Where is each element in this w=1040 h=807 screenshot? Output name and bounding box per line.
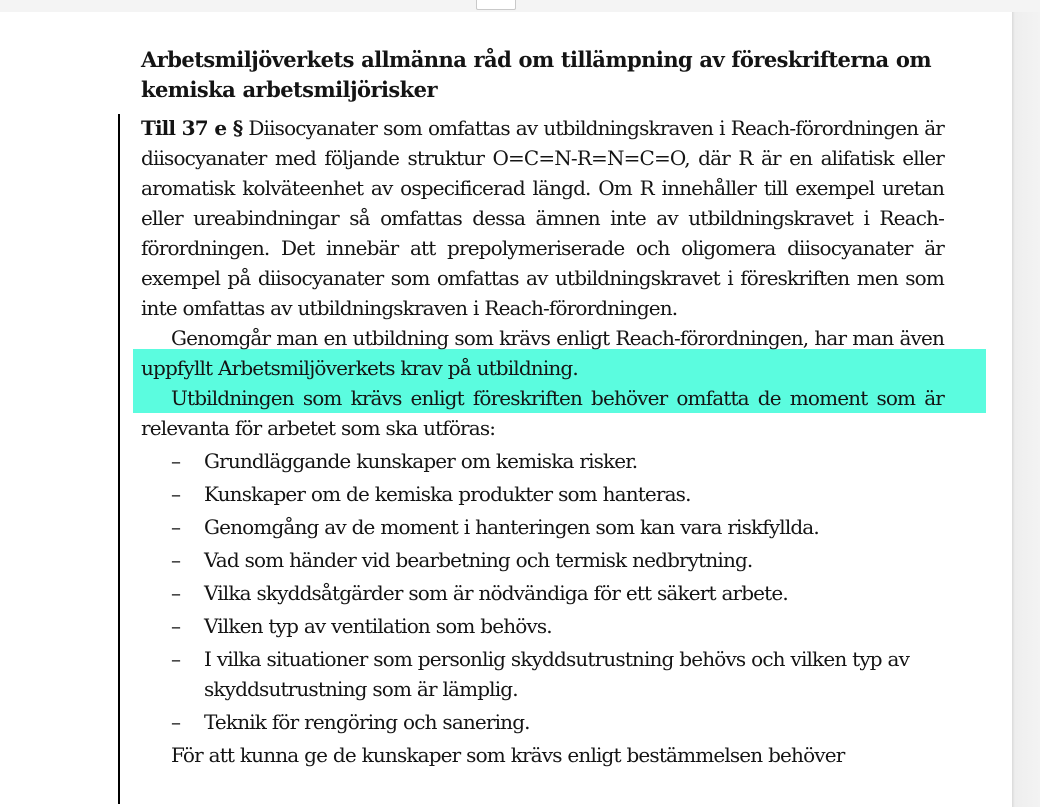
viewer-scroll-gutter[interactable] [1012,12,1040,807]
list-item: – Vilken typ av ventilation som behövs. [141,611,944,641]
paragraph-intro [141,113,944,323]
list-item: – Vad som händer vid bearbetning och termisk nedbrytning. [141,545,944,575]
page-number-input[interactable] [476,0,516,10]
list-dash: – [171,482,181,506]
section-heading: Arbetsmiljöverkets allmänna råd om tillämpning av föreskrifterna om kemiska arbetsmiljörisker [141,47,931,102]
list-item: – Kunskaper om de kemiska produkter som hanteras. [141,479,944,509]
paragraph-intro-text: Diisocyanater som omfattas av utbildningskraven i Reach-förordningen är diisocyanater med följande struktur O=C=N-R=N=C=O, där R är en alifatisk eller aromatisk kolväteenhet av ospecificerad längd. Om R innehåller till exempel uretan eller ureabindningar så omfattas dessa ämnen inte av utbildningskravet i Reach-förordningen. Det innebär att prepolymeriserade och oligomera diisocyanater är exempel på diisocyanater som omfattas av utbildningskravet i föreskriften men som inte omfattas av utbildningskraven i Reach-förordningen. [141,116,944,320]
list-dash: – [171,449,181,473]
list-dash: – [171,581,181,605]
list-dash: – [171,647,181,671]
paragraph-training-scope: Utbildningen som krävs enligt föreskriften behöver omfatta de moment som är relevanta för arbetet som ska utföras: [141,386,944,440]
advice-margin-bar [118,114,120,804]
paragraph-highlighted: Genomgår man en utbildning som krävs enligt Reach-förordningen, har man även uppfyllt Arbetsmiljöverkets krav på utbildning. [141,326,944,380]
list-item: – Teknik för rengöring och sanering. [141,707,944,737]
paragraph-continuation: För att kunna ge de kunskaper som krävs enligt bestämmelsen behöver [171,743,845,767]
list-item: – Genomgång av de moment i hanteringen som kan vara riskfyllda. [141,512,944,542]
list-dash: – [171,614,181,638]
document-body [141,113,944,770]
training-topics-list [141,446,944,737]
list-item: – Vilka skyddsåtgärder som är nödvändiga för ett säkert arbete. [141,578,944,608]
list-dash: – [171,548,181,572]
list-dash: – [171,515,181,539]
list-item: – I vilka situationer som personlig skyddsutrustning behövs och vilken typ av skyddsutrustning som är lämplig. [141,644,944,704]
list-item: – Grundläggande kunskaper om kemiska risker. [141,446,944,476]
section-reference: Till 37 e § [141,116,243,140]
list-dash: – [171,710,181,734]
